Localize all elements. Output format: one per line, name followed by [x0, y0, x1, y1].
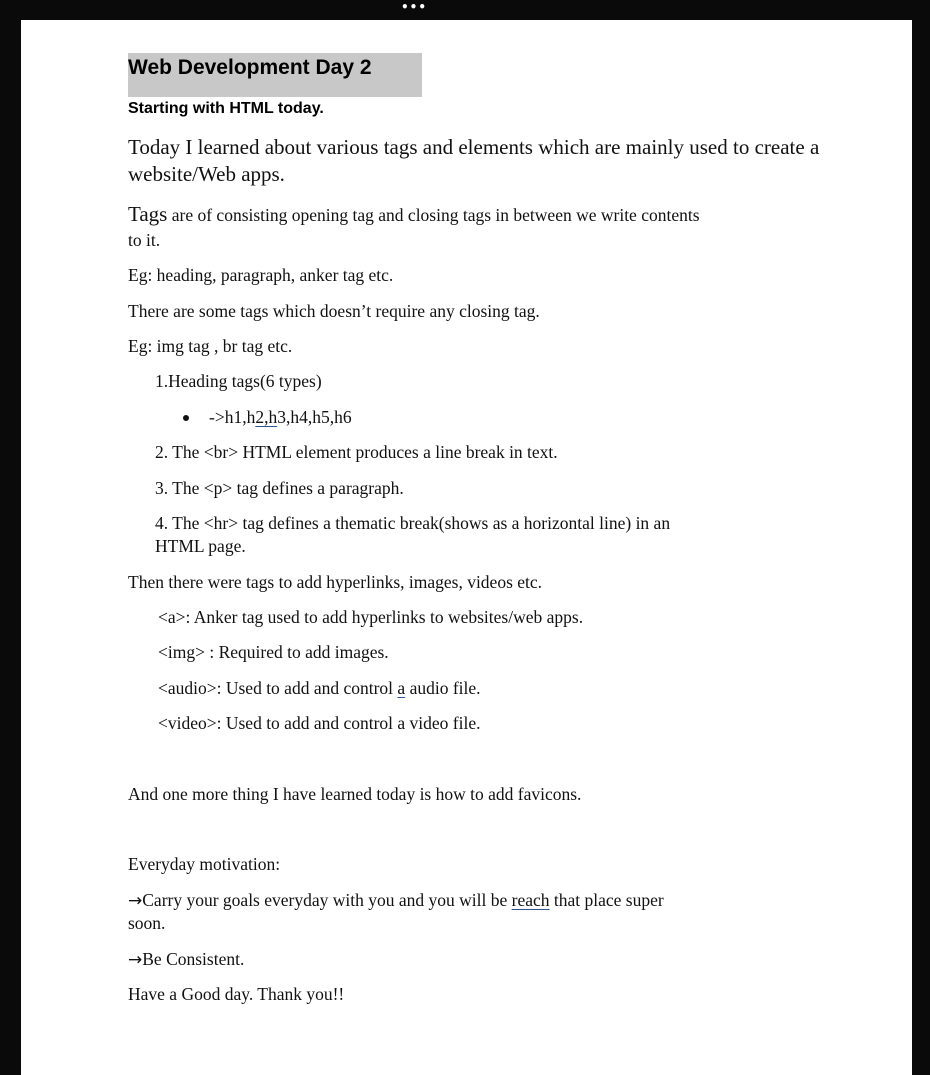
left-margin: [0, 20, 21, 1075]
favicons-line: And one more thing I have learned today is how to add favicons.: [128, 784, 582, 804]
list-item-heading-tags: 1.Heading tags(6 types): [155, 371, 322, 391]
tag-audio-marked: a: [397, 678, 406, 698]
tags-paragraph: [128, 202, 700, 227]
tag-audio-text-end: audio file.: [405, 678, 481, 698]
list-item-hr-line2: HTML page.: [155, 536, 246, 556]
motivation-line-1-cont: soon.: [128, 913, 166, 933]
document-page: [21, 20, 912, 1075]
window-top-bar: [0, 0, 930, 20]
then-tags-line: Then there were tags to add hyperlinks, images, videos etc.: [128, 572, 543, 592]
document-subtitle: Starting with HTML today.: [128, 100, 324, 117]
list-item-p: 3. The <p> tag defines a paragraph.: [155, 478, 404, 498]
bullet-text-marked: 2,h: [255, 407, 278, 427]
example-line-2: Eg: img tag , br tag etc.: [128, 336, 293, 356]
right-margin: [912, 20, 930, 1075]
tags-paragraph-line2: to it.: [128, 230, 161, 250]
motivation-line-1: [128, 890, 664, 911]
document-title: Web Development Day 2: [128, 56, 372, 79]
tag-img-line: <img> : Required to add images.: [158, 642, 389, 662]
tag-audio-line: [158, 678, 481, 699]
closing-line: Have a Good day. Thank you!!: [128, 984, 345, 1004]
list-item-hr: 4. The <hr> tag defines a thematic break(shows as a horizontal line) in an: [155, 513, 671, 533]
tags-text: are of consisting opening tag and closing tags in between we write contents: [167, 205, 700, 225]
list-item-br: 2. The <br> HTML element produces a line break in text.: [155, 442, 558, 462]
motivation-1-text-start: Carry your goals everyday with you and you will be: [142, 890, 512, 910]
tag-video-line: <video>: Used to add and control a video file.: [158, 713, 481, 733]
arrow-right-icon: →: [128, 950, 143, 970]
bullet-icon: [183, 415, 189, 421]
tag-a-line: <a>: Anker tag used to add hyperlinks to websites/web apps.: [158, 607, 584, 627]
more-options-icon[interactable]: •••: [401, 0, 428, 14]
tag-audio-text-start: <audio>: Used to add and control: [158, 678, 398, 698]
no-closing-tag-line: There are some tags which doesn’t require any closing tag.: [128, 301, 540, 321]
motivation-heading: Everyday motivation:: [128, 854, 281, 874]
arrow-right-icon: →: [128, 891, 143, 911]
motivation-2-text: Be Consistent.: [142, 949, 245, 969]
motivation-1-text-end: that place super: [549, 890, 664, 910]
bullet-text-end: 3,h4,h5,h6: [277, 407, 352, 427]
motivation-line-2: [128, 949, 244, 970]
motivation-1-marked: reach: [511, 890, 550, 910]
example-line-1: Eg: heading, paragraph, anker tag etc.: [128, 265, 394, 285]
intro-paragraph: Today I learned about various tags and elements which are mainly used to create a website/Web apps.: [128, 135, 820, 186]
bullet-text-start: ->h1,h: [209, 407, 256, 427]
list-bullet-headings: [209, 407, 352, 428]
tags-word: Tags: [128, 202, 168, 226]
